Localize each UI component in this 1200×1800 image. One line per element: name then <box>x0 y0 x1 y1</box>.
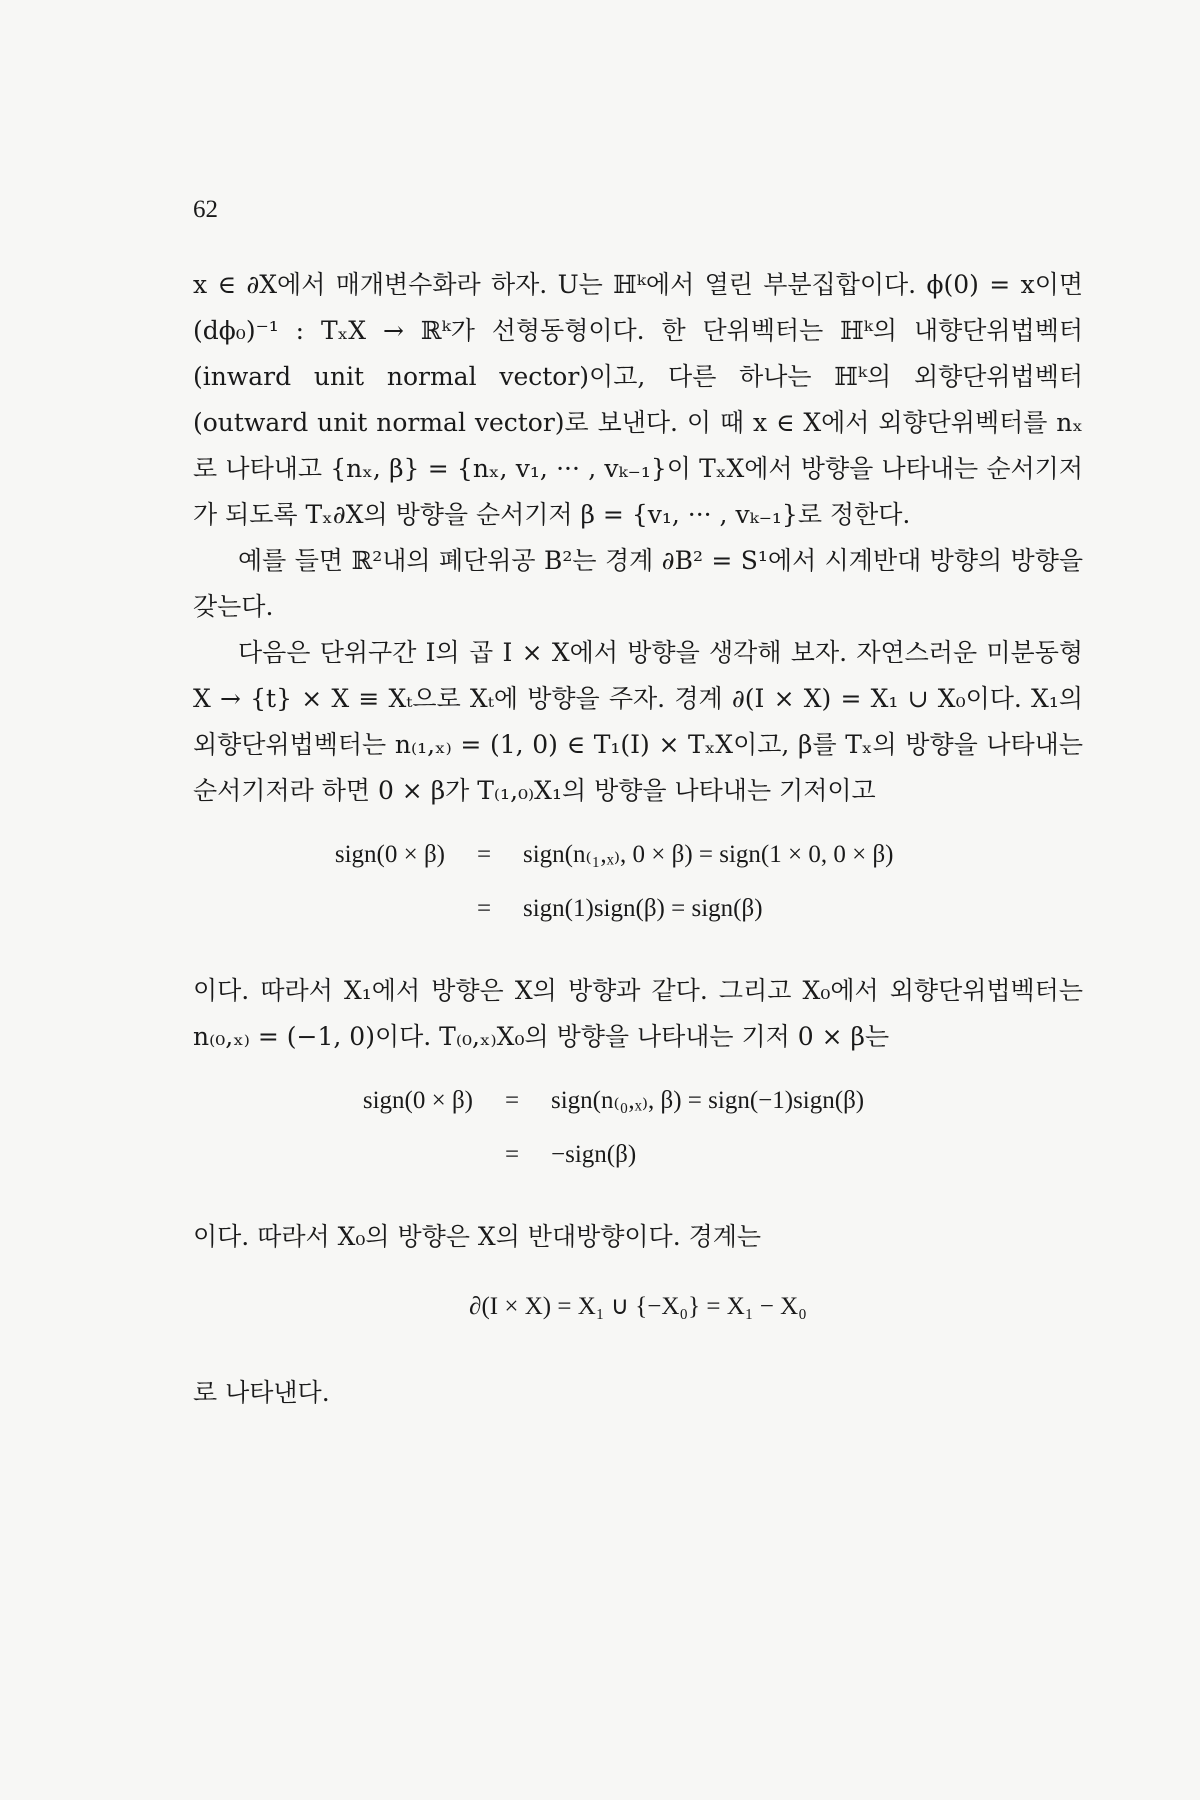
equation-relation: = <box>476 841 492 868</box>
paragraph-parametrization: x ∈ ∂X에서 매개변수화라 하자. U는 ℍᵏ에서 열린 부분집합이다. ϕ(0) = x이면 (dϕ₀)⁻¹ : TₓX → ℝᵏ가 선형동형이다. 한 단위벡터는 ℍᵏ의 내향단위법벡터(inward unit normal vector)이고, 다른 하나는 ℍᵏ의 외향단위법벡터(outward unit normal vector)로 보낸다. 이 때 x ∈ X에서 외향단위벡터를 nₓ로 나타내고 {nₓ, β} = {nₓ, v₁, ··· , vₖ₋₁}이 TₓX에서 방향을 나타내는 순서기저가 되도록 Tₓ∂X의 방향을 순서기저 β = {v₁, ··· , vₖ₋₁}로 정한다. <box>193 270 1083 529</box>
equation-row <box>193 1078 1083 1132</box>
equation-row <box>193 886 1083 940</box>
display-equation-sign-x0 <box>193 1078 1083 1186</box>
page-body <box>193 262 1083 1416</box>
closing-line: 로 나타낸다. <box>193 1378 330 1407</box>
paragraph-x1-orientation: 이다. 따라서 X₁에서 방향은 X의 방향과 같다. 그리고 X₀에서 외향단위법벡터는 n₍₀,ₓ₎ = (−1, 0)이다. T₍₀,ₓ₎X₀의 방향을 나타내는 기저 0 × β는 <box>193 976 1083 1051</box>
paragraph-x0-orientation: 이다. 따라서 X₀의 방향은 X의 반대방향이다. 경계는 <box>193 1222 762 1251</box>
equation-row <box>193 1132 1083 1186</box>
page-number: 62 <box>193 196 218 223</box>
display-equation-boundary: ∂(I × X) = X₁ ∪ {−X₀} = X₁ − X₀ <box>469 1293 807 1320</box>
equation-row <box>193 832 1083 886</box>
paragraph-ball-example: 예를 들면 ℝ²내의 폐단위공 B²는 경계 ∂B² = S¹에서 시계반대 방향의 방향을 갖는다. <box>193 546 1083 621</box>
equation-rhs: sign(1)sign(β) = sign(β) <box>523 895 763 922</box>
equation-relation: = <box>504 1087 520 1114</box>
equation-rhs: sign(n₍₀,ₓ₎, β) = sign(−1)sign(β) <box>551 1087 865 1114</box>
equation-rhs: −sign(β) <box>551 1141 637 1168</box>
equation-relation: = <box>476 895 492 922</box>
equation-relation: = <box>504 1141 520 1168</box>
equation-lhs: sign(0 × β) <box>334 841 445 868</box>
equation-rhs: sign(n₍₁,ₓ₎, 0 × β) = sign(1 × 0, 0 × β) <box>523 841 894 868</box>
equation-lhs: sign(0 × β) <box>362 1087 473 1114</box>
paragraph-product-orientation: 다음은 단위구간 I의 곱 I × X에서 방향을 생각해 보자. 자연스러운 미분동형 X → {t} × X ≡ Xₜ으로 Xₜ에 방향을 주자. 경계 ∂(I × X) = X₁ ∪ X₀이다. X₁의 외향단위법벡터는 n₍₁,ₓ₎ = (1, 0) ∈ T₁(I) × TₓX이고, β를 Tₓ의 방향을 나타내는 순서기저라 하면 0 × β가 T₍₁,₀₎X₁의 방향을 나타내는 기저이고 <box>193 638 1084 805</box>
display-equation-sign-x1 <box>193 832 1083 940</box>
